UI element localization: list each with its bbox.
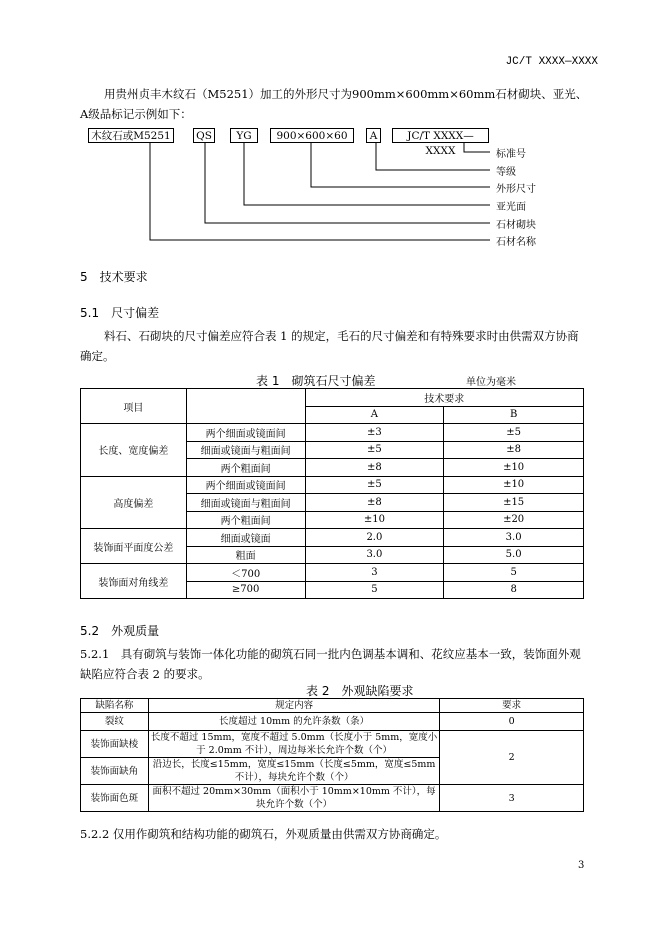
table1-header-b: B xyxy=(444,406,584,424)
table1-unit: 单位为毫米 xyxy=(466,377,516,388)
section-5-title: 5 技术要求 xyxy=(80,270,148,284)
table2-row-req: 3 xyxy=(440,785,584,812)
section-5-1-text: 料石、石砌块的尺寸偏差应符合表 1 的规定，毛石的尺寸偏差和有特殊要求时由供需双方协商确定。 xyxy=(80,329,579,363)
table1-cell-b: ±15 xyxy=(444,494,584,512)
table1-group-name: 装饰面对角线差 xyxy=(81,564,187,599)
intro-paragraph: 用贵州贞丰木纹石（M5251）加工的外形尺寸为900mm×600mm×60mm石材砌块、亚光、A级品标记示例如下： xyxy=(80,87,588,121)
table1-cell-a: ±10 xyxy=(305,511,444,529)
table1 xyxy=(80,388,584,599)
clause-5-2-2: 5.2.2 仅用作砌筑和结构功能的砌筑石，外观质量由供需双方协商确定。 xyxy=(80,827,447,841)
table1-cell-b: ±5 xyxy=(444,424,584,442)
table1-row-label: ＜700 xyxy=(186,564,305,582)
label-block: 石材砌块 xyxy=(496,220,536,231)
table1-cell-b: ±20 xyxy=(444,511,584,529)
table2-row-name: 装饰面缺棱 xyxy=(81,731,149,758)
table2-row-content: 长度超过 10mm 的允许条数（条） xyxy=(148,713,439,731)
marking-box-size: 900×600×60 xyxy=(270,128,354,143)
table1-row-label: 粗面 xyxy=(186,546,305,564)
table1-row-label: 两个细面或镜面间 xyxy=(186,476,305,494)
table1-cell-a: ±3 xyxy=(305,424,444,442)
marking-leader-lines xyxy=(0,0,662,260)
table2-row-content: 长度不超过 15mm，宽度不超过 5.0mm（长度小于 5mm，宽度小于 2.0mm 不计），周边每米长允许个数（个） xyxy=(148,731,439,758)
table1-row-label: ≥700 xyxy=(186,581,305,599)
table1-cell-b: 8 xyxy=(444,581,584,599)
table1-group-name: 装饰面平面度公差 xyxy=(81,529,187,564)
table2-row-name: 裂纹 xyxy=(81,713,149,731)
clause-5-2-1: 5.2.1 具有砌筑与装饰一体化功能的砌筑石同一批内色调基本调和、花纹应基本一致，装饰面外观缺陷应符合表 2 的要求。 xyxy=(80,647,581,681)
table1-cell-a: 2.0 xyxy=(305,529,444,547)
marking-box-grade: A xyxy=(366,128,381,143)
marking-box-yg: YG xyxy=(230,128,258,143)
marking-box-qs: QS xyxy=(193,128,215,143)
section-5-2-title: 5.2 外观质量 xyxy=(80,624,160,638)
table2-caption: 表 2 外观缺陷要求 xyxy=(306,684,414,698)
table1-cell-a: 3 xyxy=(305,564,444,582)
label-stone-name: 石材名称 xyxy=(496,237,536,248)
section-5-1-title: 5.1 尺寸偏差 xyxy=(80,306,160,320)
table1-header-item: 项目 xyxy=(81,389,187,424)
table1-group-name: 长度、宽度偏差 xyxy=(81,424,187,477)
table2-header-req: 要求 xyxy=(440,699,584,713)
table2-row-name: 装饰面缺角 xyxy=(81,758,149,785)
table1-cell-b: ±10 xyxy=(444,459,584,477)
table1-row-label: 细面或镜面与粗面间 xyxy=(186,441,305,459)
table1-header-tech: 技术要求 xyxy=(305,389,583,407)
table1-cell-b: 5.0 xyxy=(444,546,584,564)
table1-cell-b: ±8 xyxy=(444,441,584,459)
label-size: 外形尺寸 xyxy=(496,184,536,195)
table1-cell-a: ±8 xyxy=(305,494,444,512)
table1-cell-b: ±10 xyxy=(444,476,584,494)
table1-cell-b: 3.0 xyxy=(444,529,584,547)
table1-row-label: 细面或镜面 xyxy=(186,529,305,547)
table1-cell-a: ±5 xyxy=(305,441,444,459)
table2-row-content: 面积不超过 20mm×30mm（面积小于 10mm×10mm 不计），每块允许个数（个） xyxy=(148,785,439,812)
page-number: 3 xyxy=(578,860,585,871)
table1-row-label: 两个细面或镜面间 xyxy=(186,424,305,442)
table1-cell-a: 5 xyxy=(305,581,444,599)
table2-row-name: 装饰面色斑 xyxy=(81,785,149,812)
table2 xyxy=(80,698,584,812)
table2-row-req: 0 xyxy=(440,713,584,731)
table2-row-content: 沿边长，长度≤15mm，宽度≤15mm（长度≤5mm，宽度≤5mm 不计），每块允许个数（个） xyxy=(148,758,439,785)
marking-box-stone: 木纹石或M5251 xyxy=(88,128,174,143)
table2-row-req: 2 xyxy=(440,731,584,785)
table2-header-name: 缺陷名称 xyxy=(81,699,149,713)
table1-row-label: 两个粗面间 xyxy=(186,511,305,529)
table1-row-label: 细面或镜面与粗面间 xyxy=(186,494,305,512)
table2-header-content: 规定内容 xyxy=(148,699,439,713)
table1-cell-b: 5 xyxy=(444,564,584,582)
table1-row-label: 两个粗面间 xyxy=(186,459,305,477)
label-matte: 亚光面 xyxy=(496,202,526,213)
table1-header-a: A xyxy=(305,406,444,424)
table1-group-name: 高度偏差 xyxy=(81,476,187,529)
marking-box-standard: JC/T XXXX—XXXX xyxy=(392,128,489,143)
document-code: JC/T XXXX—XXXX xyxy=(505,56,598,68)
table1-caption: 表 1 砌筑石尺寸偏差 xyxy=(256,374,376,388)
label-standard: 标准号 xyxy=(496,149,526,160)
label-grade: 等级 xyxy=(496,167,516,178)
table1-cell-a: ±8 xyxy=(305,459,444,477)
table1-cell-a: 3.0 xyxy=(305,546,444,564)
table1-cell-a: ±5 xyxy=(305,476,444,494)
